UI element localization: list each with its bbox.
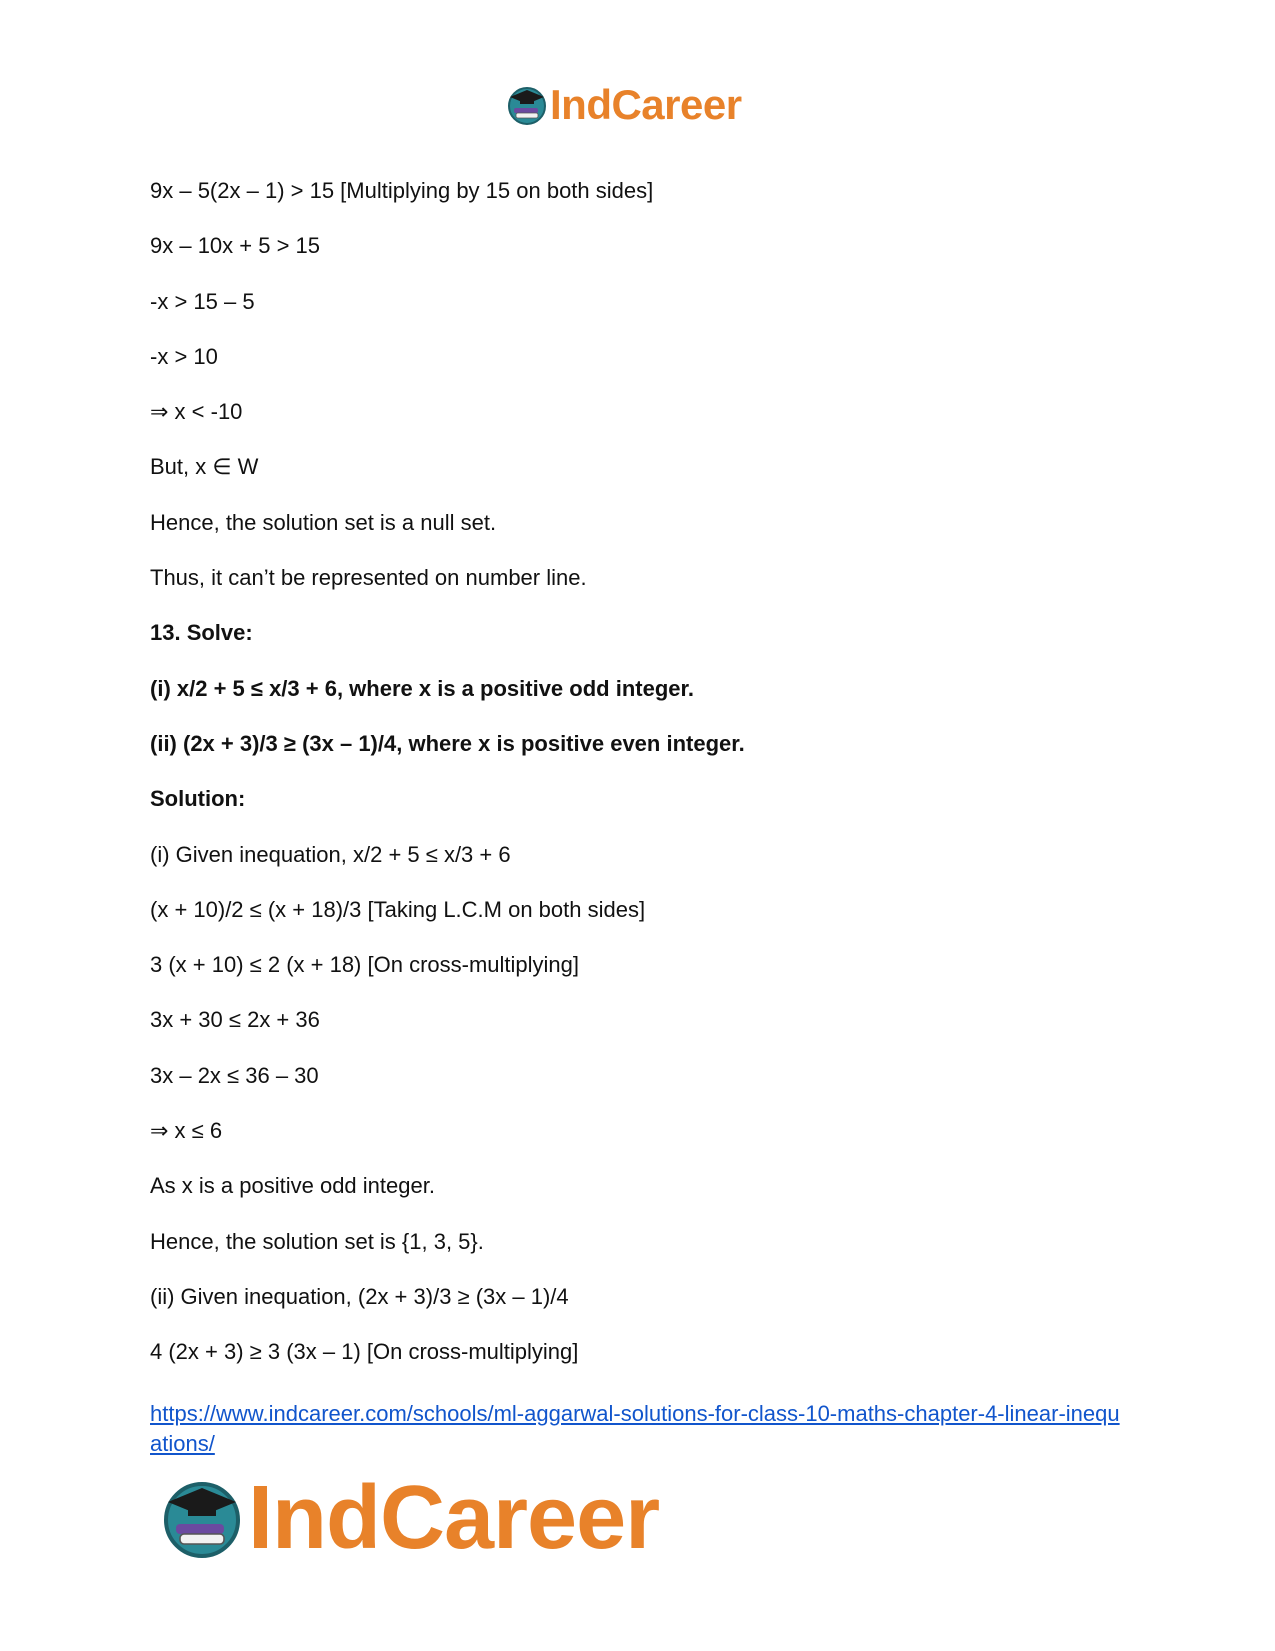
text-line: But, x ∈ W [150, 454, 259, 480]
question-heading: 13. Solve: [150, 620, 253, 646]
logo-text: IndCareer [550, 81, 742, 128]
text-line: -x > 15 – 5 [150, 288, 255, 314]
graduation-cap-globe-icon [506, 84, 548, 126]
text-line: Hence, the solution set is {1, 3, 5}. [150, 1228, 484, 1254]
text-line: Hence, the solution set is a null set. [150, 509, 497, 535]
text-line: ⇒ x < -10 [150, 399, 243, 425]
text-line: 3x + 30 ≤ 2x + 36 [150, 1007, 320, 1033]
text-line: (x + 10)/2 ≤ (x + 18)/3 [Taking L.C.M on both sides] [150, 896, 646, 922]
text-line: (i) Given inequation, x/2 + 5 ≤ x/3 + 6 [150, 841, 511, 867]
text-line: 4 (2x + 3) ≥ 3 (3x – 1) [On cross-multiplying] [150, 1339, 579, 1365]
footer-logo [160, 1470, 659, 1566]
text-line: 3x – 2x ≤ 36 – 30 [150, 1062, 319, 1088]
header-logo [506, 80, 742, 130]
text-line: 3 (x + 10) ≤ 2 (x + 18) [On cross-multiplying] [150, 952, 579, 978]
document-body [150, 176, 1130, 1393]
solution-heading: Solution: [150, 786, 246, 812]
question-part-i: (i) x/2 + 5 ≤ x/3 + 6, where x is a positive odd integer. [150, 675, 694, 701]
text-line: ⇒ x ≤ 6 [150, 1118, 223, 1144]
text-line: Thus, it can’t be represented on number line. [150, 565, 587, 591]
text-line: 9x – 5(2x – 1) > 15 [Multiplying by 15 on both sides] [150, 178, 654, 203]
text-line: 9x – 10x + 5 > 15 [150, 233, 321, 259]
text-line: (ii) Given inequation, (2x + 3)/3 ≥ (3x – 1)/4 [150, 1283, 569, 1309]
graduation-cap-globe-icon [160, 1476, 244, 1560]
logo-text: IndCareer [248, 1468, 660, 1568]
question-part-ii: (ii) (2x + 3)/3 ≥ (3x – 1)/4, where x is positive even integer. [150, 730, 745, 756]
source-link[interactable]: https://www.indcareer.com/schools/ml-aggarwal-solutions-for-class-10-maths-chapter-4-linear-inequations/ [150, 1401, 1120, 1456]
text-line: -x > 10 [150, 343, 218, 369]
text-line: As x is a positive odd integer. [150, 1173, 435, 1199]
